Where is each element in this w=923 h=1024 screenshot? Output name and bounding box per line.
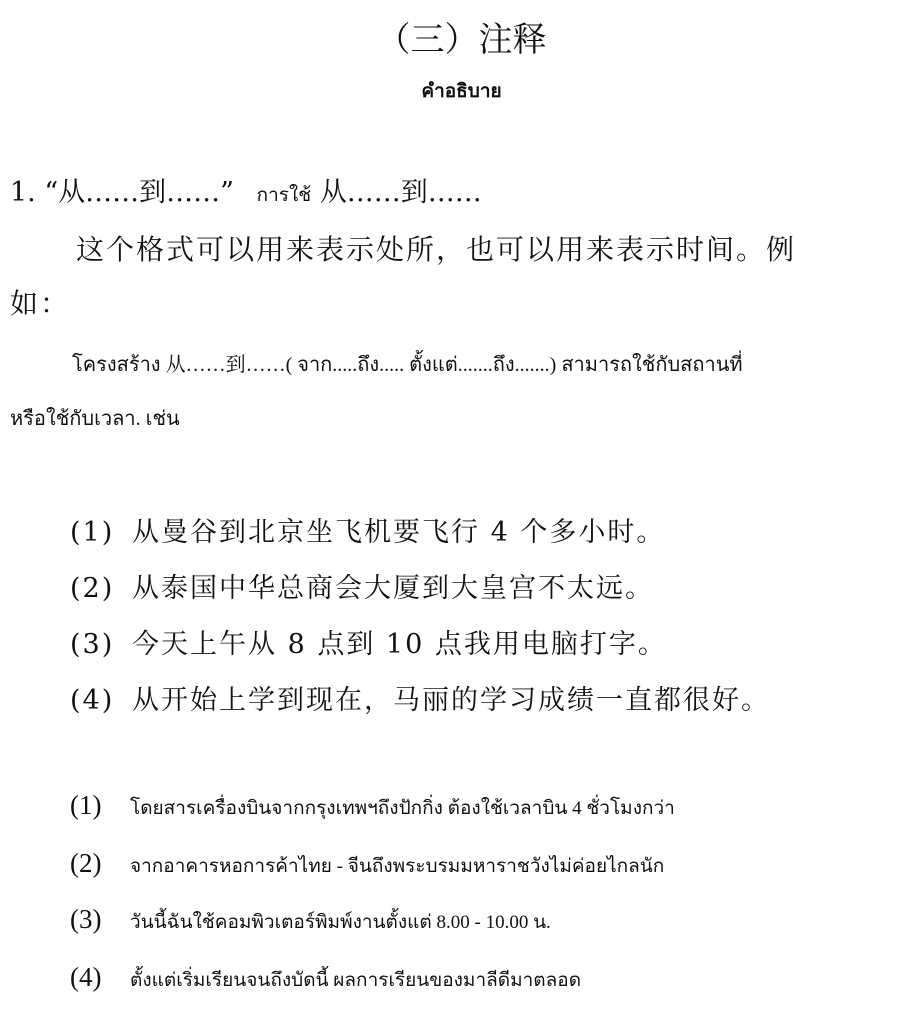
example-text: จากอาคารหอการค้าไทย - จีนถึงพระบรมมหาราชวังไม่ค่อยไกลนัก <box>130 856 665 877</box>
description-th-line2: หรือใช้กับเวลา. เช่น <box>10 408 180 430</box>
example-number: (3) <box>70 904 102 934</box>
example-number: (4) <box>70 685 115 716</box>
example-number: (1) <box>70 790 102 820</box>
description-th-line1: โครงสร้าง 从……到……( จาก.....ถึง..... ตั้งแต่.......ถึง.......) สามารถใช้กับสถานที่ <box>72 354 743 376</box>
example-number: (3) <box>70 629 115 660</box>
description-zh-line1: 这个格式可以用来表示处所，也可以用来表示时间。例 <box>76 233 797 266</box>
point-pattern-plain: 从……到…… <box>319 177 482 208</box>
example-text: 从曼谷到北京坐飞机要飞行 4 个多小时。 <box>132 517 666 548</box>
example-zh-4 <box>70 678 770 717</box>
point-thai-label: การใช้ <box>256 185 312 206</box>
example-th-2 <box>70 848 664 881</box>
example-zh-1 <box>70 510 665 549</box>
page-title: （三）注释 <box>376 20 547 60</box>
point-number: 1. <box>10 177 36 208</box>
example-text: 从开始上学到现在，马丽的学习成绩一直都很好。 <box>132 685 770 716</box>
example-th-3 <box>70 904 551 937</box>
example-text: โดยสารเครื่องบินจากกรุงเทพฯถึงปักกิ่ง ต้องใช้เวลาบิน 4 ชั่วโมงกว่า <box>130 798 675 819</box>
example-text: 从泰国中华总商会大厦到大皇宫不太远。 <box>132 573 654 604</box>
example-number: (2) <box>70 848 102 878</box>
example-zh-3 <box>70 622 667 661</box>
example-th-4 <box>70 962 581 995</box>
description-zh-line2: 如： <box>10 287 71 320</box>
example-text: วันนี้ฉันใช้คอมพิวเตอร์พิมพ์งานตั้งแต่ 8.00 - 10.00 น. <box>130 912 551 933</box>
example-zh-2 <box>70 566 654 605</box>
example-number: (4) <box>70 962 102 992</box>
point-pattern: “从……到……” <box>44 177 234 208</box>
example-number: (1) <box>70 517 115 548</box>
grammar-point-heading <box>10 170 482 210</box>
page-subtitle: คำอธิบาย <box>421 81 502 102</box>
example-text: ตั้งแต่เริ่มเรียนจนถึงบัดนี้ ผลการเรียนของมาลีดีมาตลอด <box>130 970 582 991</box>
example-text: 今天上午从 8 点到 10 点我用电脑打字。 <box>132 629 667 660</box>
example-th-1 <box>70 790 675 823</box>
example-number: (2) <box>70 573 115 604</box>
